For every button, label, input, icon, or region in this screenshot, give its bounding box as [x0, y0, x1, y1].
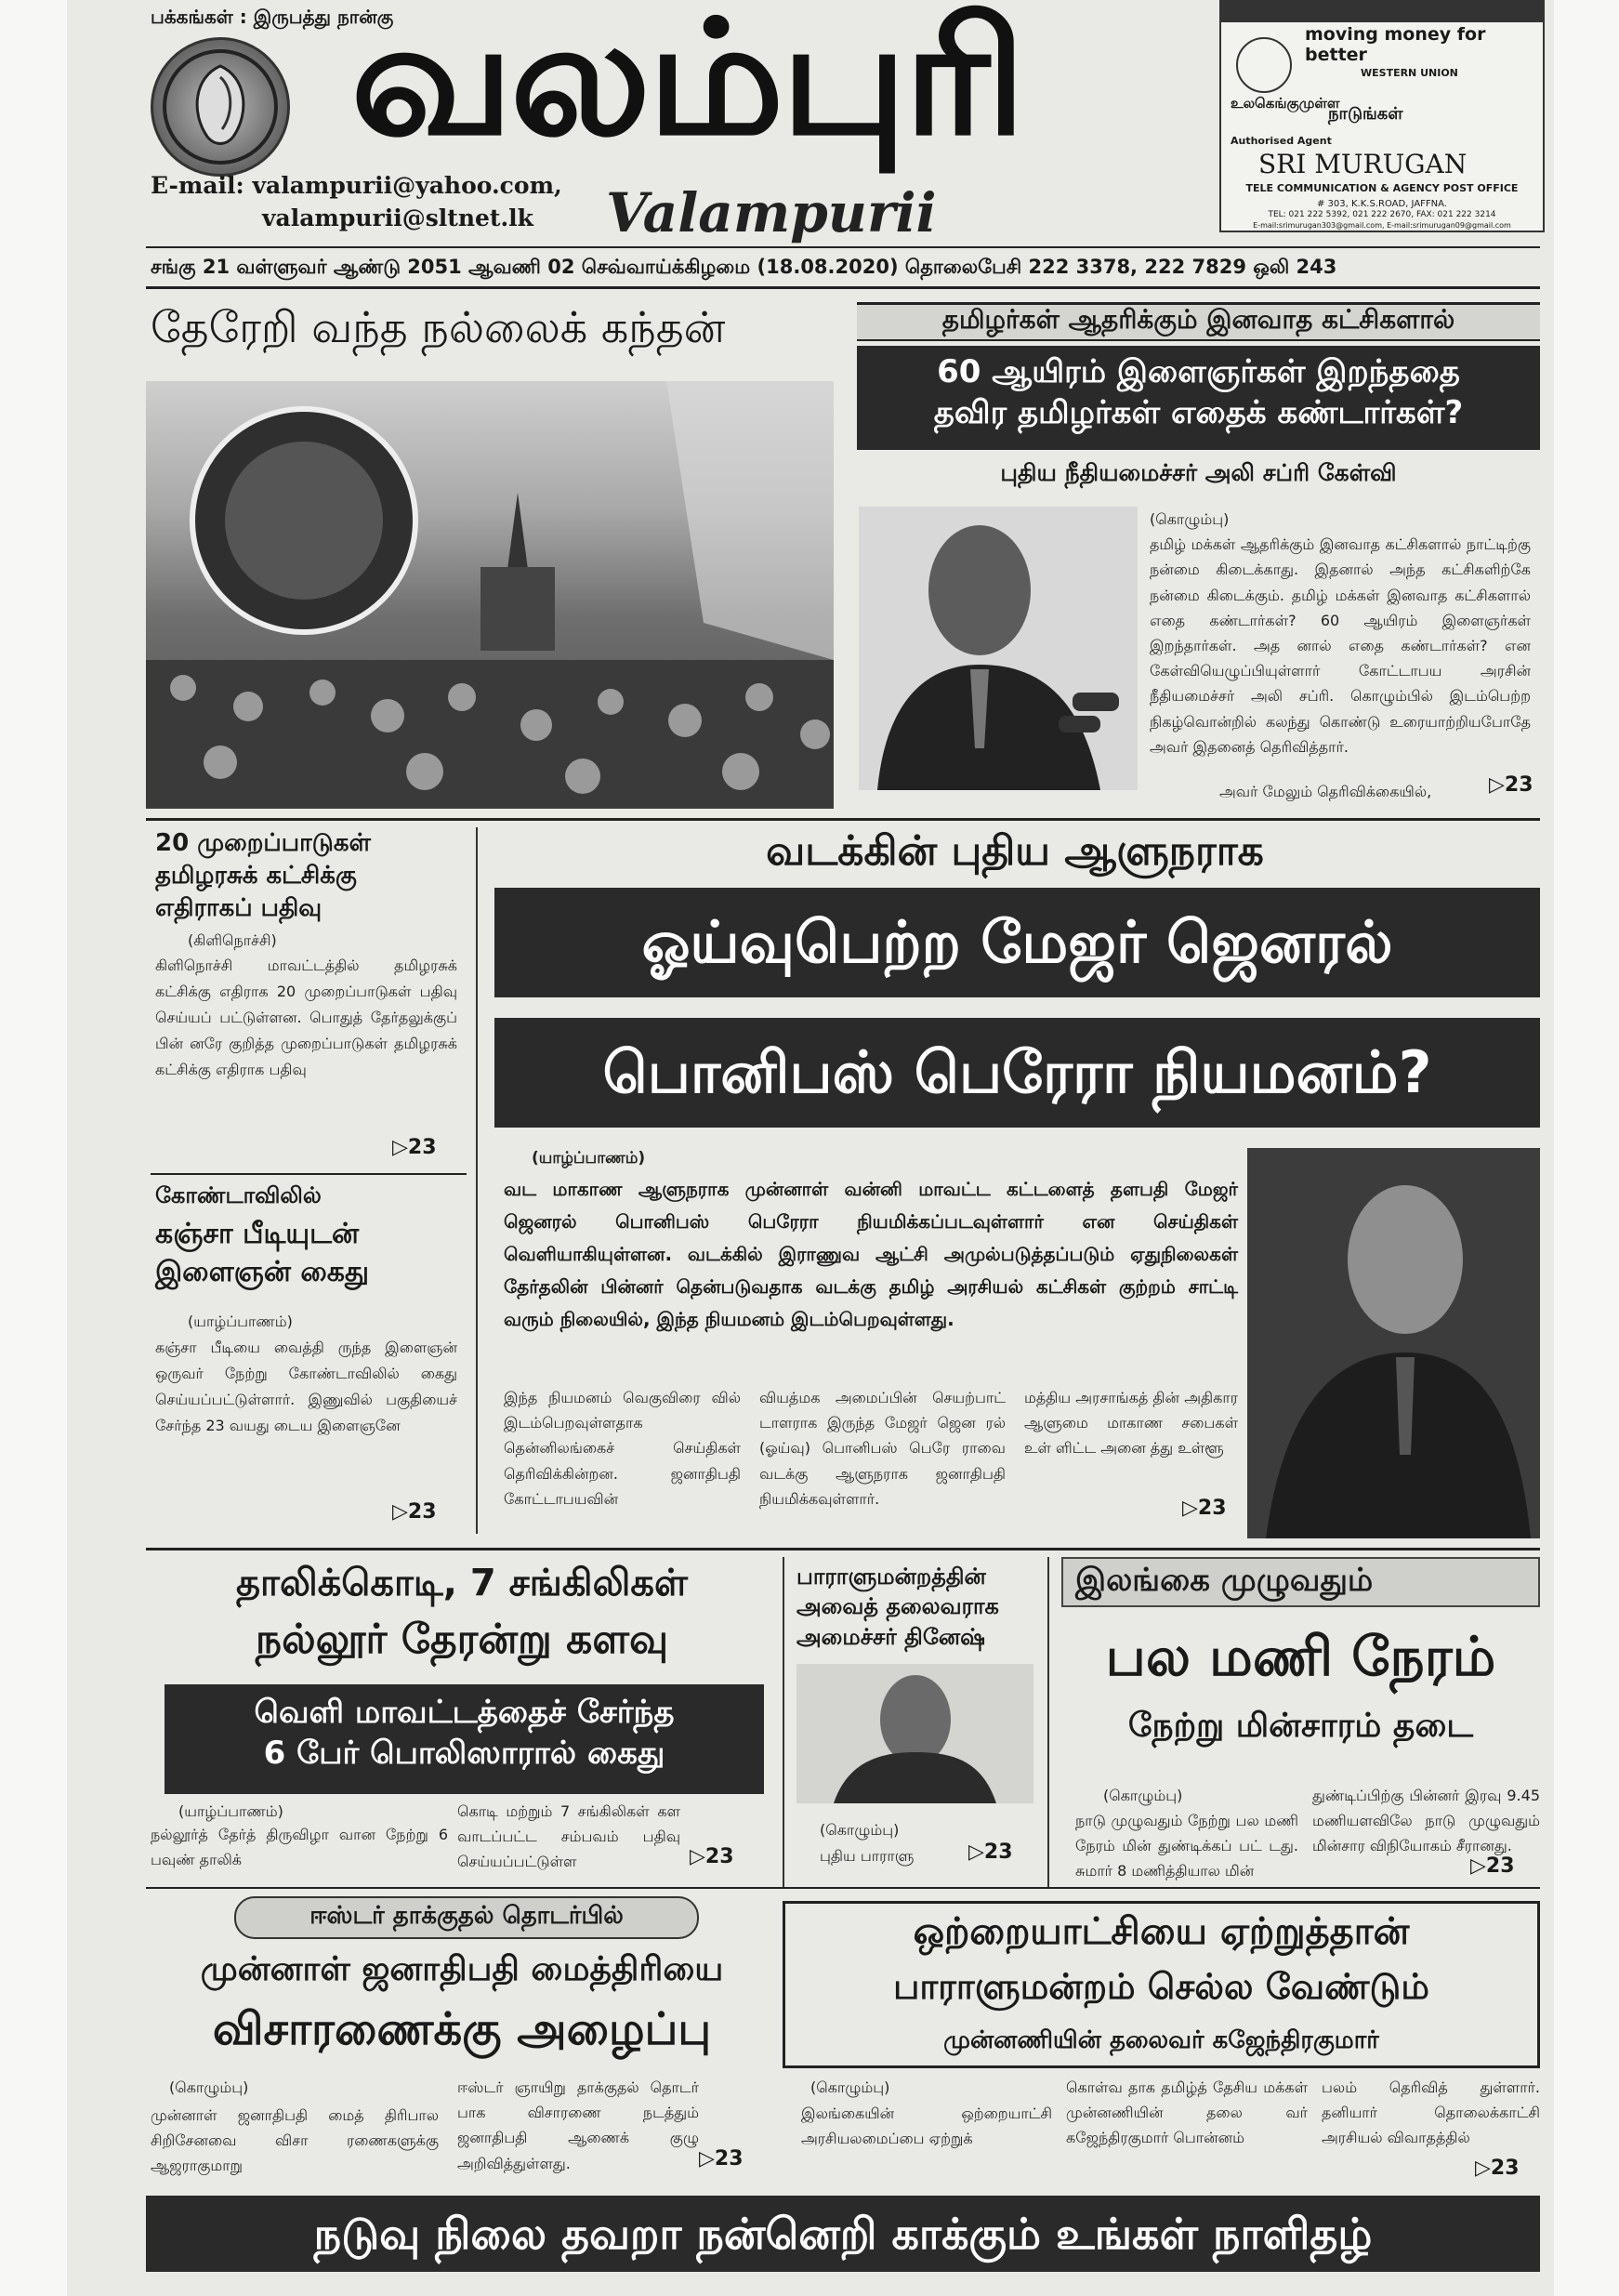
story5-col-2: துண்டிப்பிற்கு பின்னர் இரவு 9.45 மணியளவிலே நாடு முழுவதும் மின்சார விநியோகம் சீரானது. [1312, 1787, 1540, 1855]
lead-headline-1: ஓய்வுபெற்ற மேஜர் ஜெனரல் [494, 888, 1540, 997]
general-photo [1247, 1148, 1540, 1538]
story3-box [165, 1684, 764, 1794]
story4-page: 23 [983, 1841, 1013, 1864]
column-rule [1047, 1557, 1049, 1887]
story6-headline-1: முன்னாள் ஜனாதிபதி மைத்திரியை [200, 1950, 724, 1988]
lead-col-3: மத்திய அரசாங்கத் தின் அதிகார ஆளுமை மாகாண சபைகள் உள் ளிட்ட அனை த்து உள்ளூ [1024, 1389, 1238, 1458]
story7-col-1: இலங்கையின் ஒற்றையாட்சி அரசியலமைப்பை ஏற்றுக் [801, 2105, 1052, 2148]
brief1-body: கிளிநொச்சி மாவட்டத்தில் தமிழரசுக் கட்சிக்கு எதிராக 20 முறைப்பாடுகள் பதிவு செய்யப் பட்டுள்ளன. பொதுத் தேர்தலுக்குப் பின் னரே குறித்த முறைப்பாடுகள் தமிழரசுக் கட்சிக்கு எதிராக பதிவு [155, 957, 457, 1078]
story1-headline: தேரேறி வந்த நல்லைக் கந்தன் [151, 302, 726, 352]
chariot-festival-photo [146, 381, 834, 809]
story7-headline-2: பாராளுமன்றம் செல்ல வேண்டும் [893, 1966, 1429, 2007]
brief2-kicker: கோண்டாவிலில் [155, 1182, 322, 1208]
dateline: சங்கு 21 வள்ளுவர் ஆண்டு 2051 ஆவணி 02 செவ்வாய்க்கிழமை (18.08.2020) தொலைபேசி 222 3378, 222 7829 ஒலி 243 [151, 256, 1337, 278]
story2-tail: அவர் மேலும் தெரிவிக்கையில், [1219, 783, 1432, 800]
lead-col-2: வியத்மக அமைப்பின் செயற்பாட் டாளராக இருந்த மேஜர் ஜென ரல் (ஓய்வு) பொனிபஸ் பெரே ராவை வடக்கு ஆளுநராக ஜனாதிபதி நியமிக்கவுள்ளார். [759, 1389, 1006, 1508]
story3-col-1: நல்லூர்த் தேர்த் திருவிழா வான நேற்று 6 பவுண் தாலிக் [151, 1826, 448, 1869]
western-union-ad [1219, 0, 1545, 232]
story7-col-3: பலம் தெரிவித் துள்ளார். தனியார் தொலைக்காட்சி அரசியல் விவாதத்தில் [1322, 2078, 1540, 2147]
story4-body: புதிய பாராளு [820, 1847, 915, 1865]
story4-headline: பாராளுமன்றத்தின் அவைத் தலைவராக அமைச்சர் தினேஷ் [796, 1564, 999, 1650]
masthead-title: வலம்புரி [350, 0, 1023, 171]
story7-page: 23 [1490, 2157, 1520, 2180]
story2-headline-2: தவிர தமிழர்கள் எதைக் கண்டார்கள்? [933, 394, 1464, 431]
rule [146, 1887, 1540, 1889]
story4-continued[interactable]: ▷23 [968, 1841, 1013, 1864]
brief1-headline: 20 முறைப்பாடுகள் தமிழரசுக் கட்சிக்கு எதிராகப் பதிவு [155, 829, 371, 923]
masthead-latin: Valampurii [606, 181, 937, 244]
ad-tagline: moving money for better [1305, 24, 1486, 65]
story7-continued[interactable]: ▷23 [1475, 2157, 1520, 2180]
lead-kicker: வடக்கின் புதிய ஆளுநராக [766, 827, 1264, 875]
column-rule [783, 1557, 784, 1887]
story3-continued[interactable]: ▷23 [690, 1845, 734, 1868]
story6-kicker: ஈஸ்டர் தாக்குதல் தொடர்பில் [309, 1902, 624, 1930]
person-illustration [859, 507, 1138, 790]
rule [146, 246, 1540, 248]
footer-slogan: நடுவு நிலை தவறா நன்னெறி காக்கும் உங்கள் நாளிதழ் [146, 2196, 1540, 2272]
ad-company: SRI MURUGAN [1258, 149, 1468, 179]
ad-phone: TEL: 021 222 5392, 021 222 2670, FAX: 021 222 3214 [1268, 210, 1496, 219]
rule [146, 818, 1540, 821]
story3-col-2: கொடி மற்றும் 7 சங்கிலிகள் கள வாடப்பட்ட சம்பவம் பதிவு செய்யப்பட்டுள்ள [457, 1802, 680, 1871]
lead-intro: வட மாகாண ஆளுநராக முன்னாள் வன்னி மாவட்ட கட்டளைத் தளபதி மேஜர் ஜெனரல் பொனிபஸ் பெரேரா நியமிக்கப்படவுள்ளார் என செய்திகள் வெளியாகியுள்ளன. வடக்கில் இராணுவ ஆட்சி அமுல்படுத்தப்படும் ஏதுநிலைகள் தேர்தலின் பின்னர் தென்படுவதாக வடக்கு தமிழ் அரசியல் கட்சிகள் குற்றம் சாட்டி வரும் நிலையில், இந்த நியமனம் இடம்பெறவுள்ளது. [504, 1178, 1238, 1330]
lead-page: 23 [1197, 1497, 1227, 1520]
story3-box-1: வெளி மாவட்டத்தைச் சேர்ந்த [254, 1694, 675, 1731]
story2-dateline: (கொழும்பு) [1150, 510, 1230, 528]
story5-page: 23 [1485, 1854, 1515, 1878]
story6-col-1: முன்னாள் ஜனாதிபதி மைத் திரிபால சிறிசேனவை விசா ரணைகளுக்கு ஆஜராகுமாறு [151, 2106, 439, 2175]
story5-continued[interactable]: ▷23 [1470, 1854, 1515, 1878]
story4-dateline: (கொழும்பு) [820, 1821, 900, 1839]
brief2-continued[interactable]: ▷23 [392, 1500, 437, 1524]
rule [146, 1548, 1540, 1550]
newspaper-page [67, 0, 1554, 2296]
ad-agent-label: Authorised Agent [1231, 135, 1332, 147]
story2-headline-1: 60 ஆயிரம் இளைஞர்கள் இறந்ததை [937, 353, 1460, 390]
story2-continued[interactable]: ▷23 [1489, 773, 1533, 797]
story2-headline-box [857, 346, 1540, 450]
story7-headline-1: ஒற்றையாட்சியை ஏற்றுத்தான் [913, 1910, 1410, 1953]
brief1-continued[interactable]: ▷23 [392, 1136, 437, 1159]
story5-headline-1: பல மணி நேரம் [1105, 1625, 1496, 1688]
rule [151, 1173, 467, 1175]
story3-page: 23 [704, 1845, 734, 1868]
story2-body-block [1150, 507, 1531, 759]
ad-address: # 303, K.K.S.ROAD, JAFFNA. [1317, 199, 1447, 209]
ad-line-1: உலகெங்குமுள்ள [1231, 95, 1340, 112]
story3-headline-1: தாலிக்கொடி, 7 சங்கிலிகள் [236, 1562, 688, 1604]
minister-photo [859, 507, 1138, 790]
email-line-2: valampurii@sltnet.lk [262, 205, 533, 231]
story5-dateline: (கொழும்பு) [1103, 1787, 1183, 1804]
festival-illustration [146, 381, 834, 809]
story6-headline-2: விசாரணைக்கு அழைப்பு [212, 2003, 712, 2055]
story5-col-1: நாடு முழுவதும் நேற்று பல மணி நேரம் மின் துண்டிக்கப் பட் டது. சுமார் 8 மணித்தியால மின் [1075, 1812, 1298, 1880]
story5-kicker: இலங்கை முழுவதும் [1075, 1562, 1374, 1599]
story2-subhead: புதிய நீதியமைச்சர் அலி சப்ரி கேள்வி [1000, 459, 1397, 486]
person-illustration [796, 1664, 1033, 1803]
column-rule [476, 827, 478, 1534]
story6-page: 23 [714, 2147, 744, 2171]
story7-dateline: (கொழும்பு) [810, 2078, 890, 2096]
ad-subtitle: TELE COMMUNICATION & AGENCY POST OFFICE [1245, 182, 1519, 194]
story3-box-2: 6 பேர் பொலிஸாரால் கைது [263, 1735, 665, 1772]
brief2-headline: கஞ்சா பீடியுடன் இளைஞன் கைது [155, 1218, 369, 1288]
ad-seal [1236, 37, 1292, 93]
brief2-page: 23 [407, 1500, 437, 1524]
rule [146, 286, 1540, 289]
pages-label: பக்கங்கள் : இருபத்து நான்கு [151, 6, 394, 28]
conch-icon [153, 40, 287, 174]
story6-col-2: ஈஸ்டர் ஞாயிறு தாக்குதல் தொடர் பாக விசாரணை நடத்தும் ஜனாதிபதி ஆணைக் குழு அறிவித்துள்ளது. [457, 2078, 699, 2172]
conch-emblem [151, 37, 290, 177]
email-line-1: E-mail: valampurii@yahoo.com, [151, 172, 562, 199]
lead-dateline: (யாழ்ப்பாணம்) [532, 1149, 646, 1168]
brief2-body: கஞ்சா பீடியை வைத்தி ருந்த இளைஞன் ஒருவர் நேற்று கோண்டாவிலில் கைது செய்யப்பட்டுள்ளார். இணுவில் பகுதியைச் சேர்ந்த 23 வயது டைய இளைஞனே [155, 1339, 457, 1434]
ad-line-2: நாடுங்கள் [1328, 104, 1403, 124]
lead-continued[interactable]: ▷23 [1182, 1497, 1227, 1520]
story6-continued[interactable]: ▷23 [699, 2147, 744, 2171]
person-illustration [1247, 1148, 1540, 1538]
ad-email: E-mail:srimurugan303@gmail.com, E-mail:srimurugan09@gmail.com [1253, 221, 1511, 230]
story5-headline-2: நேற்று மின்சாரம் தடை [1127, 1707, 1474, 1745]
story2-body: தமிழ் மக்கள் ஆதரிக்கும் இனவாத கட்சிகளால் நாட்டிற்கு நன்மை கிடைக்காது. இதனால் அந்த கட்சிகளிற்கே நன்மை கிடைக்கும். தமிழ் மக்கள் இனவாத கட்சிகளால் எதை கண்டார்கள்? 60 ஆயிரம் இளைஞர்கள் இறந்தார்கள். அத னால் எதை கண்டார்கள்? என கேள்வியெழுப்பியுள்ளார் கோட்டாபய அரசின் நீதியமைச்சர் அலி சப்ரி. கொழும்பில் இடம்பெற்ற நிகழ்வொன்றில் கலந்து கொண்டு உரையாற்றியபோதே அவர் இதனைத் தெரிவித்தார். [1150, 535, 1531, 756]
lead-col-1: இந்த நியமனம் வெகுவிரை வில் இடம்பெறவுள்ளதாக தென்னிலங்கைச் செய்திகள் தெரிவிக்கின்றன. ஜனாதிபதி கோட்டாபயவின் [504, 1389, 741, 1508]
dinesh-photo [796, 1664, 1033, 1803]
story3-dateline: (யாழ்ப்பாணம்) [178, 1802, 283, 1820]
ad-banner [1221, 2, 1543, 22]
ad-brand: WESTERN UNION [1361, 67, 1458, 79]
story7-col-2: கொள்வ தாக தமிழ்த் தேசிய மக்கள் முன்னணியின் தலை வர் கஜேந்திரகுமார் பொன்னம் [1066, 2078, 1308, 2147]
story3-headline-2: நல்லூர் தேரன்று களவு [255, 1616, 669, 1663]
story2-page: 23 [1504, 773, 1533, 797]
story2-kicker: தமிழர்கள் ஆதரிக்கும் இனவாத கட்சிகளால் [941, 304, 1455, 335]
brief2-dateline: (யாழ்ப்பாணம்) [188, 1313, 293, 1330]
brief1-page: 23 [407, 1136, 437, 1159]
lead-headline-2: பொனிபஸ் பெரேரா நியமனம்? [494, 1018, 1540, 1128]
brief1-dateline: (கிளிநொச்சி) [188, 931, 277, 949]
story6-dateline: (கொழும்பு) [169, 2078, 249, 2096]
story7-subhead: முன்னணியின் தலைவர் கஜேந்திரகுமார் [943, 2026, 1379, 2054]
